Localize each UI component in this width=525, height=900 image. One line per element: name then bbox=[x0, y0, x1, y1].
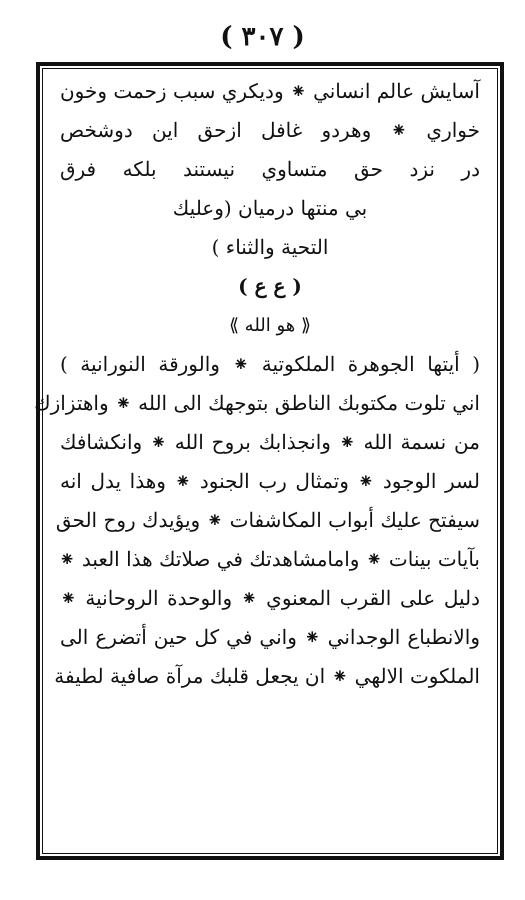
section-heading: ( ع ع ) bbox=[238, 274, 302, 298]
text-line: در نزد حق متساوي نيستند بلكه فرق bbox=[60, 157, 480, 181]
text-line: آسايش عالم انساني ⁕ وديكري سبب زحمت وخون bbox=[59, 79, 480, 103]
invocation: ⟪ هو الله ⟫ bbox=[228, 315, 312, 336]
text-line: ( أيتها الجوهرة الملكوتية ⁕ والورقة النورانية ) bbox=[60, 352, 480, 376]
page-number: ( ٣٠٧ ) bbox=[220, 22, 305, 52]
text-block bbox=[34, 72, 480, 696]
text-line: اني تلوت مكتوبك الناطق بتوجهك الى الله ⁕ واهتزازك bbox=[34, 391, 480, 415]
text-line: سيفتح عليك أبواب المكاشفات ⁕ ويؤيدك روح الحق bbox=[55, 508, 480, 532]
text-line: خواري ⁕ وهردو غافل ازحق اين دوشخص bbox=[60, 118, 480, 142]
text-line: الملكوت الالهي ⁕ ان يجعل قلبك مرآة صافية لطيفة bbox=[54, 664, 480, 688]
text-line: والانطباع الوجداني ⁕ واني في كل حين أتضرع الى bbox=[60, 625, 480, 649]
text-line: دليل على القرب المعنوي ⁕ والوحدة الروحانية ⁕ bbox=[60, 586, 480, 610]
text-line: التحية والثناء ) bbox=[211, 235, 329, 259]
text-line: بآيات بينات ⁕ وامامشاهدتك في صلاتك هذا العبد ⁕ bbox=[58, 547, 480, 571]
text-line: من نسمة الله ⁕ وانجذابك بروح الله ⁕ وانكشافك bbox=[60, 430, 480, 454]
text-line: لسر الوجود ⁕ وتمثال رب الجنود ⁕ وهذا يدل انه bbox=[60, 469, 480, 493]
text-line: بي منتها درميان (وعليك bbox=[172, 196, 368, 220]
